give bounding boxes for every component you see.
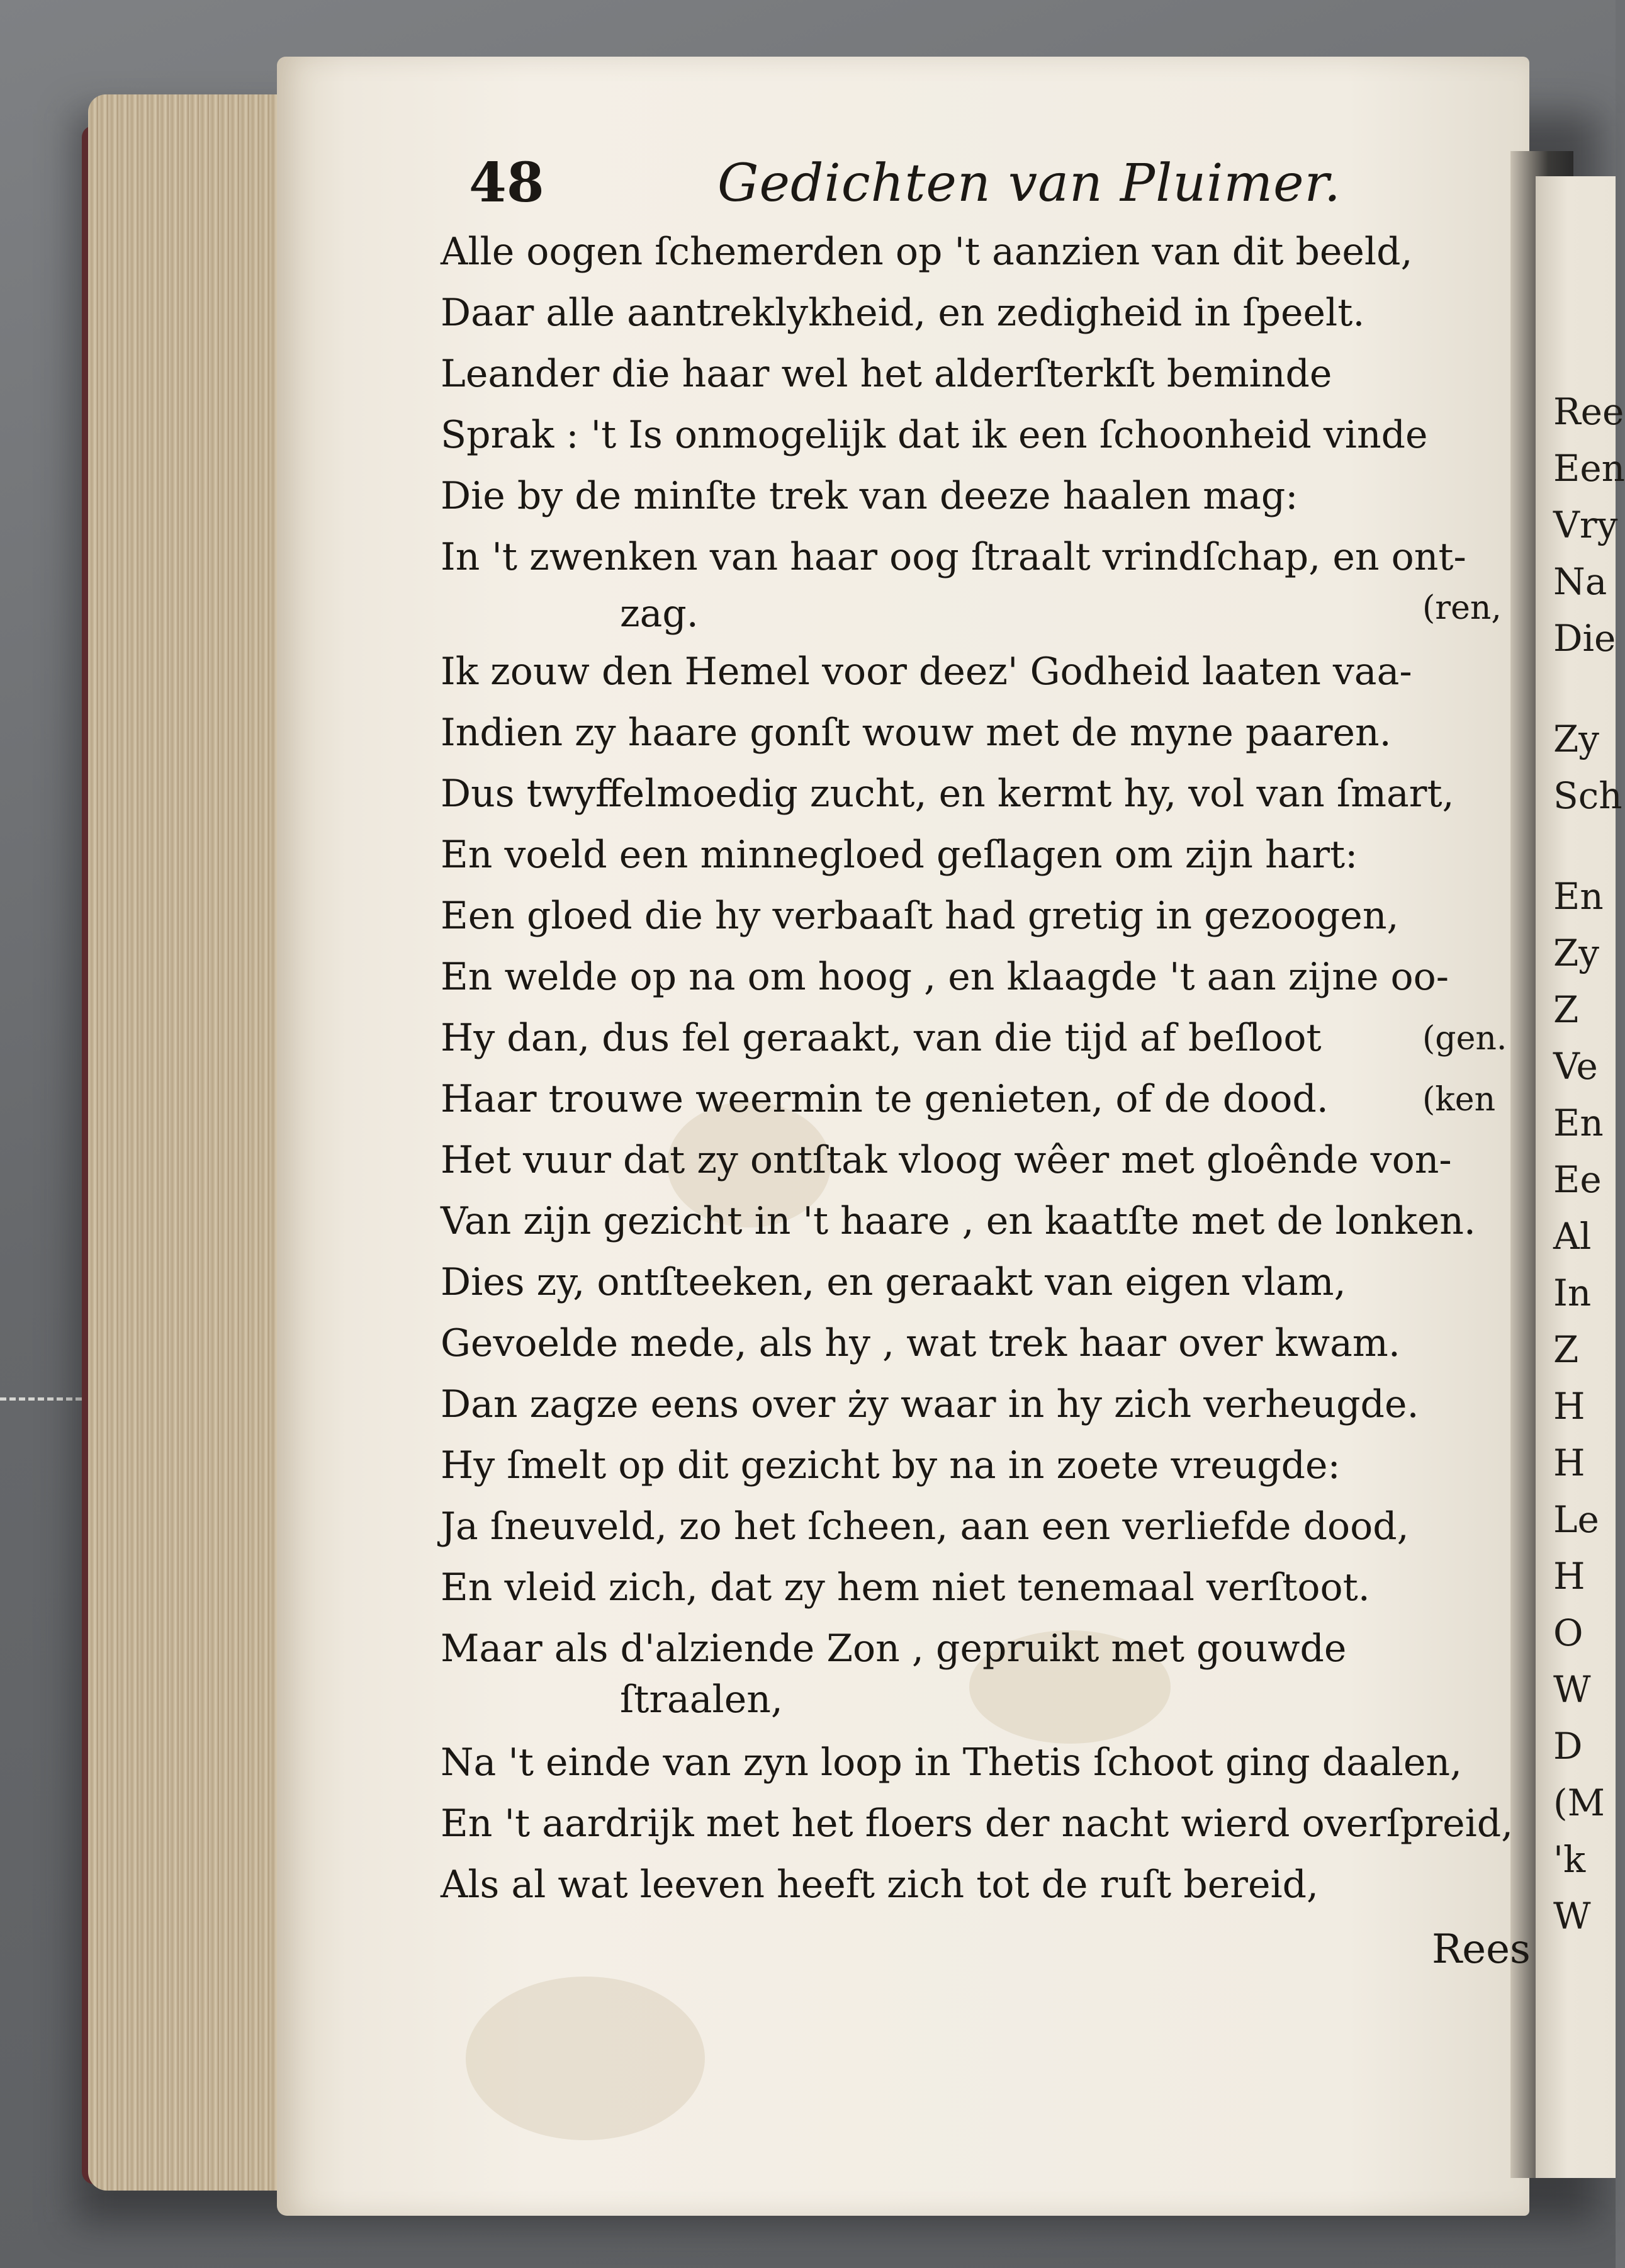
poem-line: Dan zagze eens over ży waar in hy zich verheugde.	[441, 1382, 1419, 1426]
turnover-fragment: (gen.	[1422, 1020, 1507, 1058]
poem-line: Dus twyffelmoedig zucht, en kermt hy, vol van ſmart,	[441, 772, 1454, 816]
page-header	[469, 151, 1350, 227]
poem-text	[441, 230, 1514, 2046]
facing-line: O	[1553, 1611, 1583, 1654]
facing-line: 'k	[1553, 1838, 1586, 1881]
poem-line: En vleid zich, dat zy hem niet tenemaal verſtoot.	[441, 1566, 1370, 1610]
facing-line: Na	[1553, 560, 1607, 603]
poem-line: Hy ſmelt op dit gezicht by na in zoete vreugde:	[441, 1443, 1341, 1487]
facing-line: Ree	[1553, 390, 1624, 433]
catchword: Rees	[1432, 1926, 1531, 1973]
facing-line: W	[1553, 1668, 1591, 1711]
poem-line: Ja ſneuveld, zo het ſcheen, aan een verliefde dood,	[441, 1504, 1409, 1549]
poem-line: Na 't einde van zyn loop in Thetis ſchoot ging daalen,	[441, 1740, 1463, 1785]
facing-page	[1536, 176, 1625, 2178]
facing-line: H	[1553, 1555, 1585, 1598]
facing-line: Z	[1553, 988, 1579, 1031]
facing-line: H	[1553, 1385, 1585, 1428]
facing-line: H	[1553, 1441, 1585, 1484]
facing-line: Sch	[1553, 774, 1622, 817]
facing-line: En	[1553, 875, 1604, 918]
poem-line: En welde op na om hoog , en klaagde 't aan zijne oo-	[441, 955, 1449, 999]
facing-line: Vry	[1553, 504, 1618, 546]
facing-line: Al	[1553, 1215, 1592, 1258]
facing-line: Z	[1553, 1328, 1579, 1371]
turnover-fragment: (ken	[1422, 1081, 1496, 1119]
page-block-edges	[88, 94, 296, 2191]
facing-line: Zy	[1553, 932, 1600, 974]
poem-line: Daar alle aantreklykheid, en zedigheid in ſpeelt.	[441, 291, 1365, 335]
turnover-fragment: (ren,	[1422, 589, 1502, 627]
facing-line: D	[1553, 1725, 1583, 1768]
poem-line: Dies zy, ontſteeken, en geraakt van eigen vlam,	[441, 1260, 1346, 1304]
facing-line: Ee	[1553, 1158, 1602, 1201]
running-title: Gedichten van Pluimer.	[717, 154, 1341, 213]
facing-line: Le	[1553, 1498, 1599, 1541]
poem-line: Van zijn gezicht in 't haare , en kaatſte met de lonken.	[441, 1199, 1476, 1243]
poem-line: Die by de minſte trek van deeze haalen mag:	[441, 474, 1298, 518]
page-number: 48	[469, 151, 544, 215]
poem-line: Hy dan, dus fel geraakt, van die tijd af beſloot	[441, 1016, 1322, 1060]
poem-line: Haar trouwe weermin te genieten, of de dood.	[441, 1077, 1329, 1121]
poem-line-continuation: zag.	[620, 592, 699, 636]
poem-line: Leander die haar wel het alderſterkſt beminde	[441, 352, 1332, 396]
poem-line: Alle oogen ſchemerden op 't aanzien van dit beeld,	[441, 230, 1413, 274]
facing-line: Zy	[1553, 718, 1600, 760]
facing-line: In	[1553, 1272, 1592, 1314]
facing-line: Die	[1553, 617, 1616, 660]
facing-line: Ve	[1553, 1045, 1598, 1088]
poem-line: En 't aardrijk met het floers der nacht wierd overſpreid,	[441, 1802, 1514, 1846]
poem-line: Gevoelde mede, als hy , wat trek haar over kwam.	[441, 1321, 1400, 1365]
poem-line: Het vuur dat zy ontſtak vloog wêer met gloênde von-	[441, 1138, 1452, 1182]
facing-line: En	[1553, 1102, 1604, 1144]
poem-line: Een gloed die hy verbaaſt had gretig in gezoogen,	[441, 894, 1399, 938]
poem-line-continuation: ſtraalen,	[620, 1678, 783, 1722]
poem-line: Indien zy haare gonſt wouw met de myne paaren.	[441, 711, 1392, 755]
poem-line: En voeld een minnegloed geſlagen om zijn hart:	[441, 833, 1358, 877]
poem-line: Maar als d'alziende Zon , gepruikt met gouwde	[441, 1627, 1347, 1671]
poem-line: Ik zouw den Hemel voor deez' Godheid laaten vaa-	[441, 650, 1412, 694]
poem-line: In 't zwenken van haar oog ſtraalt vrindſchap, en ont-	[441, 535, 1466, 579]
facing-line: Een	[1553, 447, 1625, 490]
facing-line: W	[1553, 1895, 1591, 1938]
poem-line: Als al wat leeven heeft zich tot de ruſt bereid,	[441, 1863, 1319, 1907]
poem-line: Sprak : 't Is onmogelijk dat ik een ſchoonheid vinde	[441, 413, 1428, 457]
facing-line: (M	[1553, 1781, 1605, 1824]
